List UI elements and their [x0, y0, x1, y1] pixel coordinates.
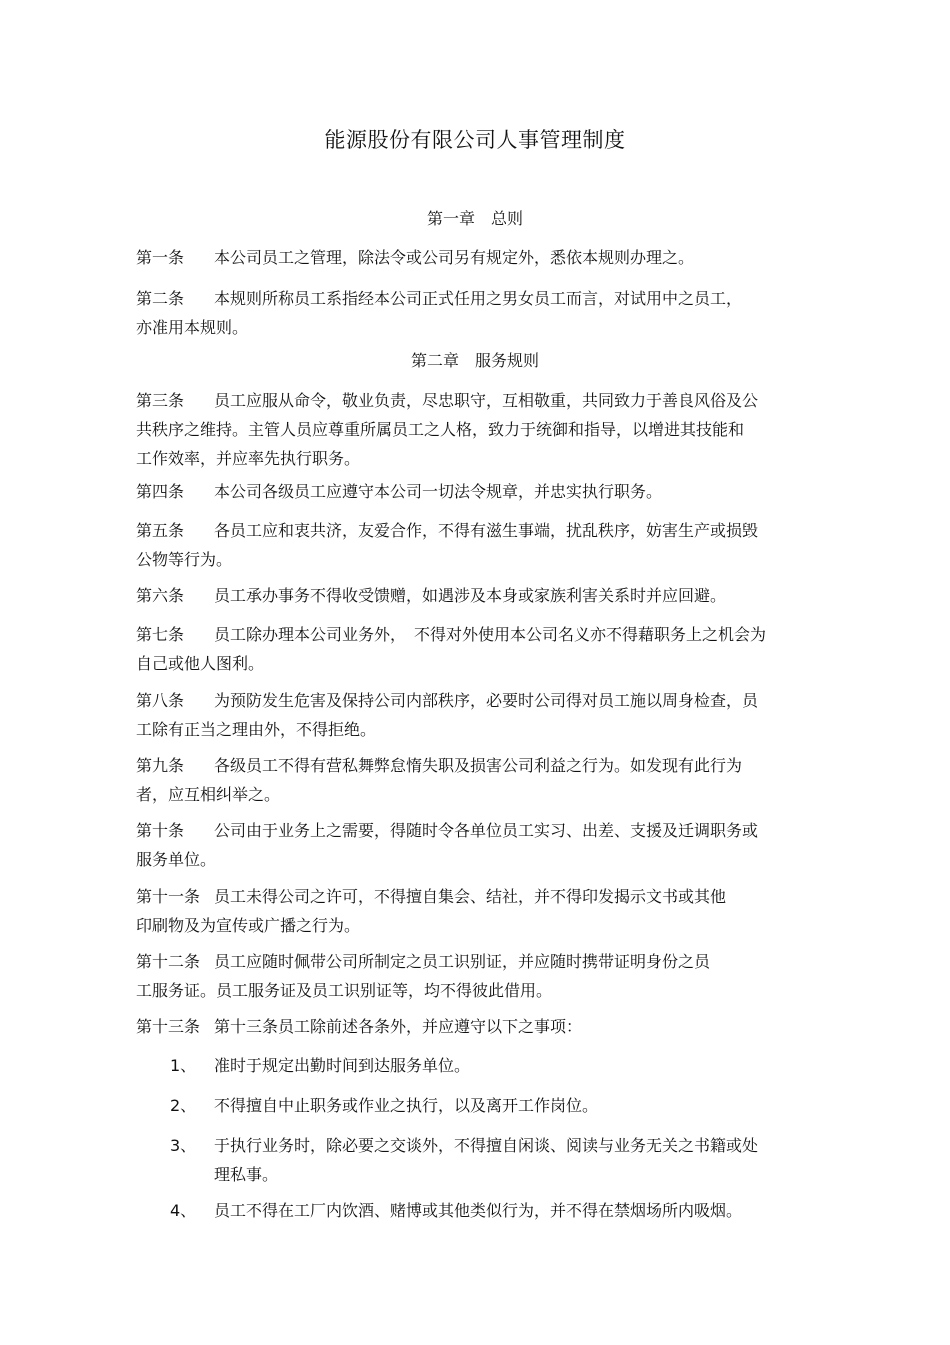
article-text: 员工除办理本公司业务外， 不得对外使用本公司名义亦不得藉职务上之机会为	[214, 625, 767, 644]
list-item-text: 准时于规定出勤时间到达服务单位。	[214, 1056, 471, 1075]
article-4	[136, 477, 836, 506]
article-label: 第七条	[136, 625, 185, 644]
article-label: 第四条	[136, 482, 185, 501]
list-item-text: 不得擅自中止职务或作业之执行，以及离开工作岗位。	[214, 1096, 599, 1115]
article-text: 本规则所称员工系指经本公司正式任用之男女员工而言，对试用中之员工，	[214, 289, 743, 308]
list-item-number: 3、	[170, 1136, 197, 1155]
article-text: 员工应随时佩带公司所制定之员工识别证，并应随时携带证明身份之员	[214, 952, 711, 971]
article-text: 公物等行为。	[136, 550, 233, 569]
article-label: 第十二条	[136, 952, 201, 971]
list-item-number: 4、	[170, 1201, 197, 1220]
article-text: 工除有正当之理由外，不得拒绝。	[136, 720, 377, 739]
article-12	[136, 947, 836, 1005]
article-text: 服务单位。	[136, 850, 217, 869]
list-item-text: 理私事。	[214, 1165, 279, 1184]
article-text: 工服务证。员工服务证及员工识别证等，均不得彼此借用。	[136, 981, 553, 1000]
article-text: 本公司员工之管理，除法令或公司另有规定外，悉依本规则办理之。	[214, 248, 695, 267]
article-text: 员工应服从命令，敬业负责，尽忠职守，互相敬重，共同致力于善良风俗及公	[214, 391, 759, 410]
article-3	[136, 386, 836, 473]
article-text: 公司由于业务上之需要，得随时令各单位员工实习、出差、支援及迁调职务或	[214, 821, 759, 840]
list-item-text: 于执行业务时，除必要之交谈外，不得擅自闲谈、阅读与业务无关之书籍或处	[214, 1136, 759, 1155]
article-2	[136, 284, 836, 342]
article-label: 第十一条	[136, 887, 201, 906]
article-label: 第十三条	[136, 1017, 201, 1036]
article-5	[136, 516, 836, 574]
article-1	[136, 243, 836, 272]
article-label: 第十条	[136, 821, 185, 840]
article-text: 印刷物及为宣传或广播之行为。	[136, 916, 361, 935]
article-13	[136, 1012, 836, 1041]
chapter-heading: 第二章 服务规则	[410, 351, 539, 370]
list-item-text: 员工不得在工厂内饮酒、赌博或其他类似行为，并不得在禁烟场所内吸烟。	[214, 1201, 743, 1220]
article-7	[136, 620, 836, 678]
article-11	[136, 882, 836, 940]
article-6	[136, 581, 836, 610]
article-text: 工作效率，并应率先执行职务。	[136, 449, 361, 468]
document-title: 能源股份有限公司人事管理制度	[324, 128, 626, 152]
chapter-heading: 第一章 总则	[426, 209, 523, 228]
article-text: 为预防发生危害及保持公司内部秩序，必要时公司得对员工施以周身检查，员	[214, 691, 759, 710]
article-text: 自己或他人图利。	[136, 654, 265, 673]
article-9	[136, 751, 836, 809]
article-label: 第二条	[136, 289, 185, 308]
article-label: 第八条	[136, 691, 185, 710]
article-label: 第九条	[136, 756, 185, 775]
article-text: 亦准用本规则。	[136, 318, 249, 337]
article-text: 各级员工不得有营私舞弊怠惰失职及损害公司利益之行为。如发现有此行为	[214, 756, 743, 775]
article-text: 者，应互相纠举之。	[136, 785, 281, 804]
article-text: 各员工应和衷共济，友爱合作，不得有滋生事端，扰乱秩序，妨害生产或损毁	[214, 521, 759, 540]
article-label: 第一条	[136, 248, 185, 267]
list-item-number: 1、	[170, 1056, 197, 1075]
article-label: 第三条	[136, 391, 185, 410]
article-text: 第十三条员工除前述各条外，并应遵守以下之事项：	[214, 1017, 583, 1036]
article-text: 本公司各级员工应遵守本公司一切法令规章，并忠实执行职务。	[214, 482, 663, 501]
article-text: 员工未得公司之许可，不得擅自集会、结社，并不得印发揭示文书或其他	[214, 887, 727, 906]
article-label: 第六条	[136, 586, 185, 605]
article-10	[136, 816, 836, 874]
article-8	[136, 686, 836, 744]
list-item-number: 2、	[170, 1096, 197, 1115]
article-text: 员工承办事务不得收受馈赠，如遇涉及本身或家族利害关系时并应回避。	[214, 586, 727, 605]
article-label: 第五条	[136, 521, 185, 540]
article-text: 共秩序之维持。主管人员应尊重所属员工之人格，致力于统御和指导，以增进其技能和	[136, 420, 745, 439]
